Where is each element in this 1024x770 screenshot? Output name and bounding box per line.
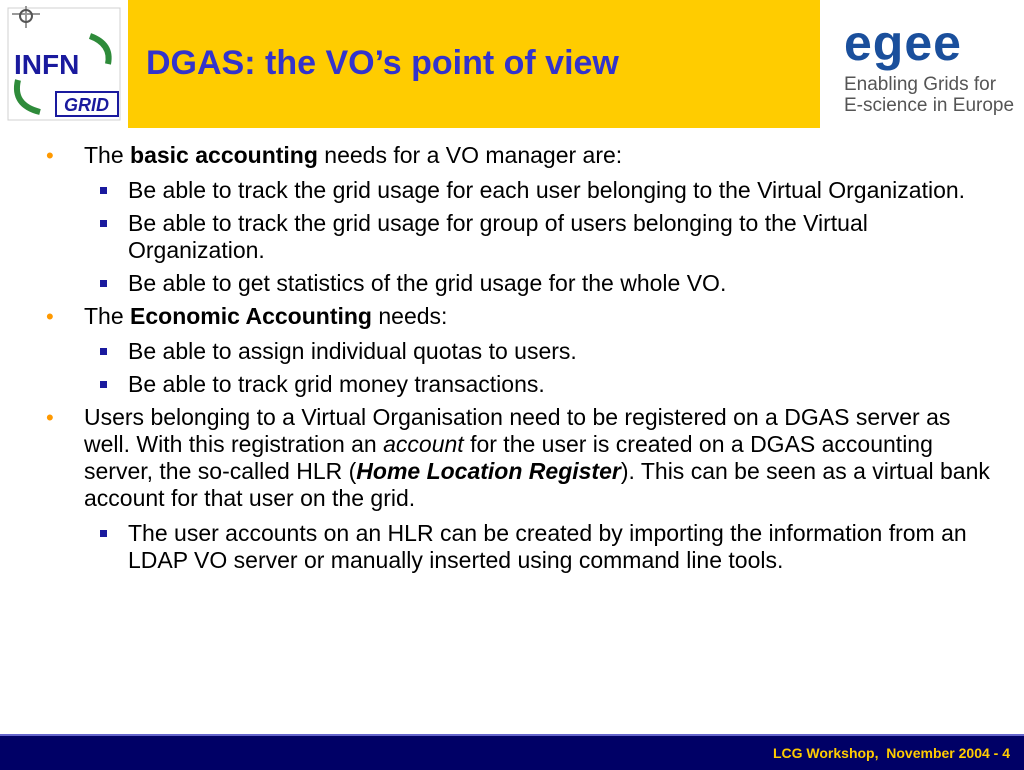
square-bullet-icon [100, 280, 107, 287]
bullet-italic-term: account [383, 431, 464, 457]
bullet-emphasis: Economic Accounting [130, 303, 372, 329]
egee-tagline-line-2: E-science in Europe [844, 95, 1015, 116]
sub-bullet [44, 270, 994, 297]
sub-bullet [44, 177, 994, 204]
sub-bullet-text: The user accounts on an HLR can be created by importing the information from an LDAP VO server or manually inserted using command line tools. [128, 520, 967, 573]
egee-tagline-line-1: Enabling Grids for [844, 74, 997, 95]
bullet-dot-icon: • [46, 405, 54, 430]
sub-bullet-text: Be able to track the grid usage for each user belonging to the Virtual Organization. [128, 177, 966, 203]
square-bullet-icon [100, 220, 107, 227]
square-bullet-icon [100, 530, 107, 537]
square-bullet-icon [100, 187, 107, 194]
egee-logo [820, 0, 1024, 128]
sub-bullet-text: Be able to get statistics of the grid usage for the whole VO. [128, 270, 727, 296]
bullet-emphasis: basic accounting [130, 142, 318, 168]
svg-text:GRID: GRID [64, 95, 109, 115]
egee-wordmark: egee [844, 15, 962, 71]
slide-header [0, 0, 1024, 128]
bullet-text: Users belonging to a Virtual Organisation need to be registered on a DGAS server as well. With this registration an [84, 404, 951, 457]
square-bullet-icon [100, 381, 107, 388]
sub-bullet [44, 210, 994, 264]
bullet-text: needs for a VO manager are: [317, 142, 623, 168]
infn-grid-logo-graphic [0, 0, 128, 128]
bullet-dot-icon: • [46, 304, 54, 329]
bullet-text: The [84, 142, 131, 168]
slide-title: DGAS: the VO’s point of view [146, 44, 619, 82]
bullet-user-registration [44, 404, 994, 512]
slide-body [44, 142, 994, 580]
infn-grid-logo [0, 0, 129, 128]
svg-text:INFN: INFN [14, 49, 80, 80]
sub-bullet [44, 520, 994, 574]
sub-bullet-text: Be able to assign individual quotas to users. [128, 338, 577, 364]
bullet-text: ). This can be seen as a virtual bank account for that user on the grid. [84, 458, 990, 511]
bullet-dot-icon: • [46, 143, 54, 168]
sub-bullet [44, 338, 994, 365]
bullet-text: for the user is created on a DGAS accounting server, the so-called HLR ( [84, 431, 933, 484]
bullet-basic-accounting [44, 142, 994, 169]
footer-text: LCG Workshop, November 2004 - 4 [772, 745, 1010, 761]
egee-tagline [844, 74, 1014, 116]
square-bullet-icon [100, 348, 107, 355]
bullet-economic-accounting [44, 303, 994, 330]
sub-bullet [44, 371, 994, 398]
bullet-text: The [84, 303, 131, 329]
bullet-text: needs: [371, 303, 448, 329]
bullet-emphasis: Home Location Register [356, 458, 621, 484]
sub-bullet-text: Be able to track grid money transactions. [128, 371, 545, 397]
slide-footer [0, 734, 1024, 770]
sub-bullet-text: Be able to track the grid usage for group of users belonging to the Virtual Organization. [128, 210, 868, 263]
title-band [128, 0, 820, 128]
